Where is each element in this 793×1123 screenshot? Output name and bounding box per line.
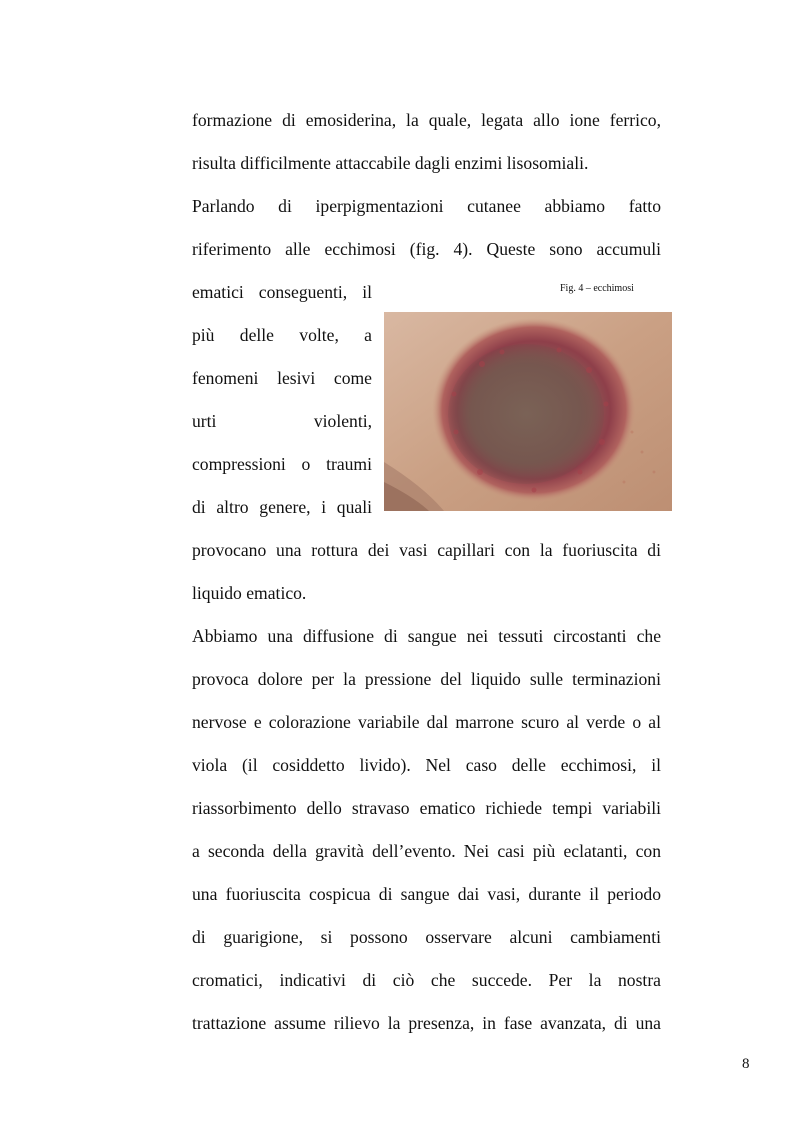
text-line: fenomeni lesivi come — [192, 368, 372, 388]
text-line: ematici conseguenti, il — [192, 282, 372, 302]
text-line: provocano una rottura dei vasi capillari con la fuoriuscita di — [192, 540, 661, 560]
text-line: riferimento alle ecchimosi (fig. 4). Queste sono accumuli — [192, 239, 661, 259]
bruise-photo — [384, 312, 672, 511]
text-line: riassorbimento dello stravaso ematico richiede tempi variabili — [192, 798, 661, 818]
text-line: a seconda della gravità dell’evento. Nei casi più eclatanti, con — [192, 841, 661, 861]
text-line: di altro genere, i quali — [192, 497, 372, 517]
text-line: urti violenti, — [192, 411, 372, 431]
page-number: 8 — [742, 1056, 750, 1072]
text-line: formazione di emosiderina, la quale, legata allo ione ferrico, — [192, 110, 661, 130]
text-line: liquido ematico. — [192, 583, 307, 603]
text-line: Abbiamo una diffusione di sangue nei tessuti circostanti che — [192, 626, 661, 646]
text-line: risulta difficilmente attaccabile dagli enzimi lisosomiali. — [192, 153, 589, 173]
text-line: cromatici, indicativi di ciò che succede. Per la nostra — [192, 970, 661, 990]
text-line: viola (il cosiddetto livido). Nel caso delle ecchimosi, il — [192, 755, 661, 775]
text-line: trattazione assume rilievo la presenza, in fase avanzata, di una — [192, 1013, 661, 1033]
text-line: provoca dolore per la pressione del liquido sulle terminazioni — [192, 669, 661, 689]
text-line: nervose e colorazione variabile dal marrone scuro al verde o al — [192, 712, 661, 732]
text-line: di guarigione, si possono osservare alcuni cambiamenti — [192, 927, 661, 947]
text-line: più delle volte, a — [192, 325, 372, 345]
text-line: compressioni o traumi — [192, 454, 372, 474]
text-line: Parlando di iperpigmentazioni cutanee abbiamo fatto — [192, 196, 661, 216]
text-line: una fuoriuscita cospicua di sangue dai vasi, durante il periodo — [192, 884, 661, 904]
figure-caption: Fig. 4 – ecchimosi — [560, 283, 634, 294]
